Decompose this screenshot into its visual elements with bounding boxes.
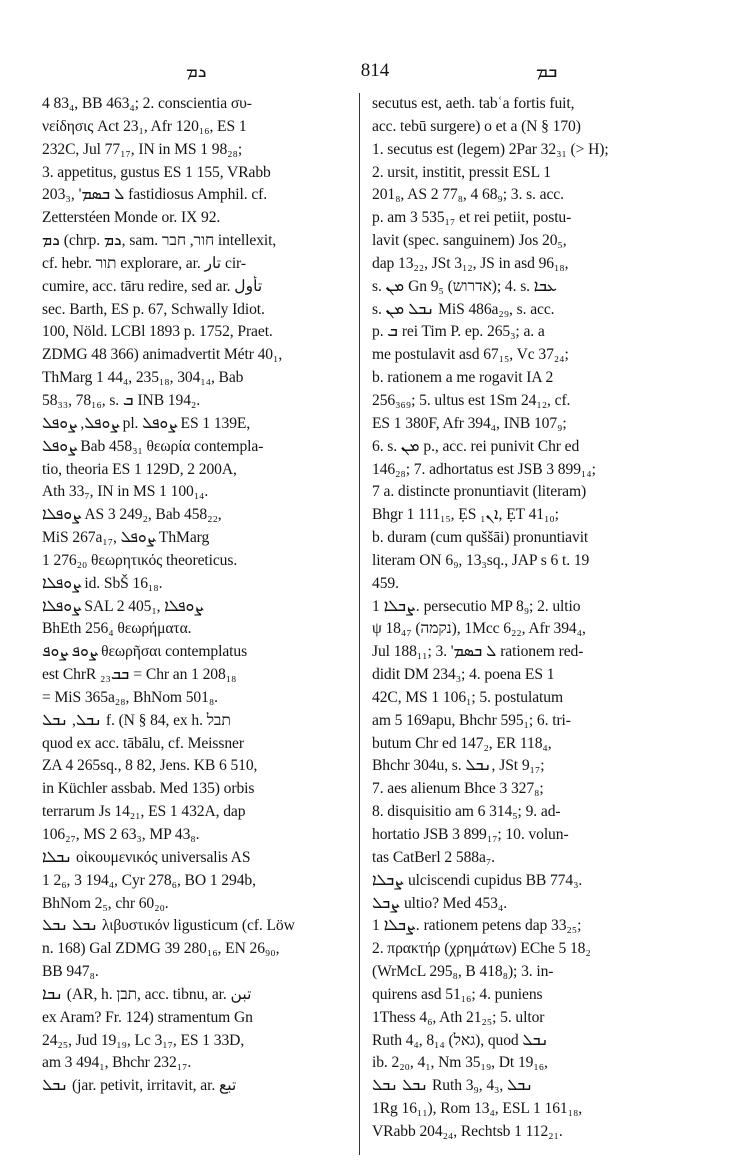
text-line: 2. πρακτήρ (χρημάτων) EChe 5 18₂ bbox=[372, 940, 591, 958]
text-line: b. rationem a me rogavit IA 2 bbox=[372, 369, 554, 387]
text-line: Ruth 4₄, 8₁₄ (גאל), quod ܢܒܠ bbox=[372, 1031, 549, 1049]
text-line: ThMarg 1 44₄, 235₁₈, 304₁₄, Bab bbox=[42, 369, 244, 387]
text-line: ܢܒܠ ܢܒܠ λιβυστικόν ligusticum (cf. Löw bbox=[42, 917, 295, 935]
text-line: ܢܒܠܐ οἰκουμενικός universalis AS bbox=[42, 848, 251, 866]
text-line: 7 a. distincte pronuntiavit (literam) bbox=[372, 483, 587, 501]
text-line: ܢܒܠ, ܢܒܠ f. (N § 84, ex h. תבל bbox=[42, 711, 231, 729]
text-line: cf. hebr. תור explorare, ar. تار cir- bbox=[42, 254, 246, 272]
text-line: VRabb 204₂₄, Rechtsb 1 112₂₁. bbox=[372, 1122, 563, 1140]
text-line: Bhgr 1 111₁₅, ẸS ܐܢ₁, ẸT 41₁₀; bbox=[372, 506, 559, 524]
text-line: secutus est, aeth. tabʿa fortis fuit, bbox=[372, 95, 575, 112]
running-head-left: ܖܡ bbox=[186, 61, 207, 81]
text-line: 106₂₇, MS 2 63₃, MP 43₈. bbox=[42, 826, 200, 843]
text-line: ܨܒܠ ultio? Med 453₄. bbox=[372, 894, 507, 912]
text-line: ܨܘܦܠ, ܨܘܦܠ pl. ܨܘܦܠ ES 1 139E, bbox=[42, 414, 251, 432]
text-line: in Küchler assbab. Med 135) orbis bbox=[42, 780, 255, 798]
text-line: ܢܒܐ (AR, h. תבן, acc. tibnu, ar. تبن bbox=[42, 985, 252, 1003]
text-line: dap 13₂₂, JSt 3₁₂, JS in asd 96₁₈, bbox=[372, 254, 569, 272]
text-line: ES 1 380F, Afr 394₄, INB 107₉; bbox=[372, 414, 567, 432]
text-line: = MiS 365a₂₈, BhNom 501₈. bbox=[42, 688, 218, 706]
text-line: 1Thess 4₆, Ath 21₂₅; 5. ultor bbox=[372, 1008, 545, 1026]
text-line: 7. aes alienum Bhce 3 327₈; bbox=[372, 780, 544, 798]
text-line: ܨܒܠܐ 1. rationem petens dap 33₂₅; bbox=[372, 917, 582, 935]
text-line: quod ex acc. tābālu, cf. Meissner bbox=[42, 734, 244, 752]
text-line: p. ܒ rei Tim P. ep. 265₃; a. a bbox=[372, 323, 545, 341]
text-line: est ChrR ܒܒ₂₃ = Chr an 1 208₁₈ bbox=[42, 666, 237, 684]
text-line: ܨܘܦܠ Bab 458₃₁ θεωρία contempla- bbox=[42, 437, 264, 455]
text-line: ZDMG 48 366) animadvertit Métr 40₁, bbox=[42, 346, 283, 364]
text-line: b. duram (cum quššāi) pronuntiavit bbox=[372, 529, 589, 547]
text-line: 1 276₂₀ θεωρητικός theoreticus. bbox=[42, 551, 238, 569]
text-line: BhNom 2₅, chr 60₂₀. bbox=[42, 894, 169, 912]
left-column bbox=[42, 93, 360, 1098]
text-line: 1 2₆, 3 194₄, Cyr 278₆, BO 1 294b, bbox=[42, 871, 256, 889]
text-line: tio, theoria ES 1 129D, 2 200A, bbox=[42, 460, 237, 478]
text-line: Ath 33₇, IN in MS 1 100₁₄. bbox=[42, 483, 209, 501]
column-divider bbox=[359, 93, 360, 1155]
text-line: 232C, Jul 77₁₇, IN in MS 1 98₂₈; bbox=[42, 140, 243, 158]
text-line: ܢܒܠ ܢܒܠ Ruth 3₉, 4₃, ܢܒܠ bbox=[372, 1077, 534, 1095]
text-line: ZA 4 265sq., 8 82, Jens. KB 6 510, bbox=[42, 757, 258, 775]
text-line: am 5 169apu, Bhchr 595₁; 6. tri- bbox=[372, 711, 571, 729]
text-line: literam ON 6₉, 13₃sq., JAP s 6 t. 19 bbox=[372, 551, 590, 569]
text-line: 459. bbox=[372, 574, 399, 592]
text-line: Jul 188₁₁; 3. 'ܠ ܒܣܡ rationem red- bbox=[372, 643, 584, 661]
text-line: lavit (spec. sanguinem) Jos 20₅, bbox=[372, 232, 567, 250]
text-line: 4 83₄, BB 463₄; 2. conscientia συ- bbox=[42, 95, 252, 112]
text-line: ܨܒܠܐ 1. persecutio MP 8₉; 2. ultio bbox=[372, 597, 581, 615]
right-column bbox=[372, 93, 694, 1144]
text-line: ib. 2₂₀, 4₁, Nm 35₁₉, Dt 19₁₆, bbox=[372, 1054, 548, 1072]
text-line: 146₂₈; 7. adhortatus est JSB 3 899₁₄; bbox=[372, 460, 596, 478]
text-line: Zetterstéen Monde or. IX 92. bbox=[42, 209, 221, 227]
text-line: 256₃₆₉; 5. ultus est 1Sm 24₁₂, cf. bbox=[372, 391, 571, 409]
text-line: quirens asd 51₁₆; 4. puniens bbox=[372, 985, 543, 1003]
text-line: BhEth 256₄ θεωρήματα. bbox=[42, 620, 192, 638]
running-head bbox=[40, 60, 710, 84]
text-line: 58₃₃, 78₁₆, s. ܒ INB 194₂. bbox=[42, 391, 201, 409]
text-line: p. am 3 535₁₇ et rei petiit, postu- bbox=[372, 209, 572, 227]
text-line: acc. tebū surgere) o et a (N § 170) bbox=[372, 117, 581, 135]
text-line: tas CatBerl 2 588a₇. bbox=[372, 848, 495, 866]
text-line: cumire, acc. tāru redire, sed ar. تأول bbox=[42, 277, 263, 295]
text-line: (WrMcL 295₈, B 418₈); 3. in- bbox=[372, 963, 554, 981]
text-line: didit DM 234₃; 4. poena ES 1 bbox=[372, 666, 555, 684]
text-line: Bhchr 304u, s. ܢܒܠ, JSt 9₁₇; bbox=[372, 757, 545, 775]
running-head-right: ܒܡ bbox=[536, 61, 558, 81]
text-line: 203₃, 'ܠ ܒܣܡ fastidiosus Amphil. cf. bbox=[42, 186, 268, 204]
text-line: s. ܢܒܠ ܡܢ MiS 486a₂₉, s. acc. bbox=[372, 300, 555, 318]
text-line: 201₈, AS 2 77₈, 4 68₉; 3. s. acc. bbox=[372, 186, 564, 204]
text-line: νείδησις Act 23₁, Afr 120₁₆, ES 1 bbox=[42, 117, 247, 135]
text-line: 3. appetitus, gustus ES 1 155, VRabb bbox=[42, 163, 271, 181]
text-line: BB 947₈. bbox=[42, 963, 99, 981]
text-line: MiS 267a₁₇, ܨܘܦܠ ThMarg bbox=[42, 529, 210, 547]
text-line: ܢܒܠ (jar. petivit, irritavit, ar. تبع bbox=[42, 1077, 237, 1095]
text-line: butum Chr ed 147₂, ER 118₄, bbox=[372, 734, 552, 752]
text-line: 24₂₅, Jud 19₁₉, Lc 3₁₇, ES 1 33D, bbox=[42, 1031, 245, 1049]
text-line: 8. disquisitio am 6 314₅; 9. ad- bbox=[372, 803, 561, 821]
text-line: 42C, MS 1 106₁; 5. postulatum bbox=[372, 688, 563, 706]
text-line: 1. secutus est (legem) 2Par 32₃₁ (> H); bbox=[372, 140, 609, 158]
text-line: ψ 18₄₇ (נקמה), 1Mcc 6₂₂, Afr 394₄, bbox=[372, 620, 586, 638]
text-line: terrarum Js 14₂₁, ES 1 432A, dap bbox=[42, 803, 246, 821]
text-line: am 3 494₁, Bhchr 232₁₇. bbox=[42, 1054, 192, 1072]
text-line: me postulavit asd 67₁₅, Vc 37₂₄; bbox=[372, 346, 569, 364]
text-line: s. ܡܢ Gn 9₅ (אדרוש); 4. s. ܥܒܐ bbox=[372, 277, 558, 295]
text-line: 6. s. ܡܢ p., acc. rei punivit Chr ed bbox=[372, 437, 580, 455]
text-line: 1Rg 16₁₁), Rom 13₄, ESL 1 161₁₈, bbox=[372, 1100, 583, 1118]
text-line: ܨܒܠܐ ulciscendi cupidus BB 774₃. bbox=[372, 871, 583, 889]
text-line: ܨܘܦܠܐ SAL 2 405₁, ܨܘܦܠܐ bbox=[42, 597, 203, 615]
text-line: hortatio JSB 3 899₁₇; 10. volun- bbox=[372, 826, 569, 843]
text-line: n. 168) Gal ZDMG 39 280₁₆, EN 26₉₀, bbox=[42, 940, 280, 958]
page-number: 814 bbox=[360, 60, 390, 81]
text-line: 2. ursit, institit, pressit ESL 1 bbox=[372, 163, 551, 181]
text-line: ܖܡ (chrp. ܖܡ, sam. חור, חבר intellexit, bbox=[42, 232, 277, 250]
text-line: ex Aram? Fr. 124) stramentum Gn bbox=[42, 1008, 253, 1026]
text-line: ܨܘܦܠܐ id. SbŠ 16₁₈. bbox=[42, 574, 163, 592]
text-line: ܨܘܦ ܨܘܦ θεωρῆσαι contemplatus bbox=[42, 643, 248, 661]
text-line: ܨܘܦܠܐ AS 3 249₂, Bab 458₂₂, bbox=[42, 506, 222, 524]
text-line: sec. Barth, ES p. 67, Schwally Idiot. bbox=[42, 300, 265, 318]
text-line: 100, Nöld. LCBl 1893 p. 1752, Praet. bbox=[42, 323, 273, 341]
